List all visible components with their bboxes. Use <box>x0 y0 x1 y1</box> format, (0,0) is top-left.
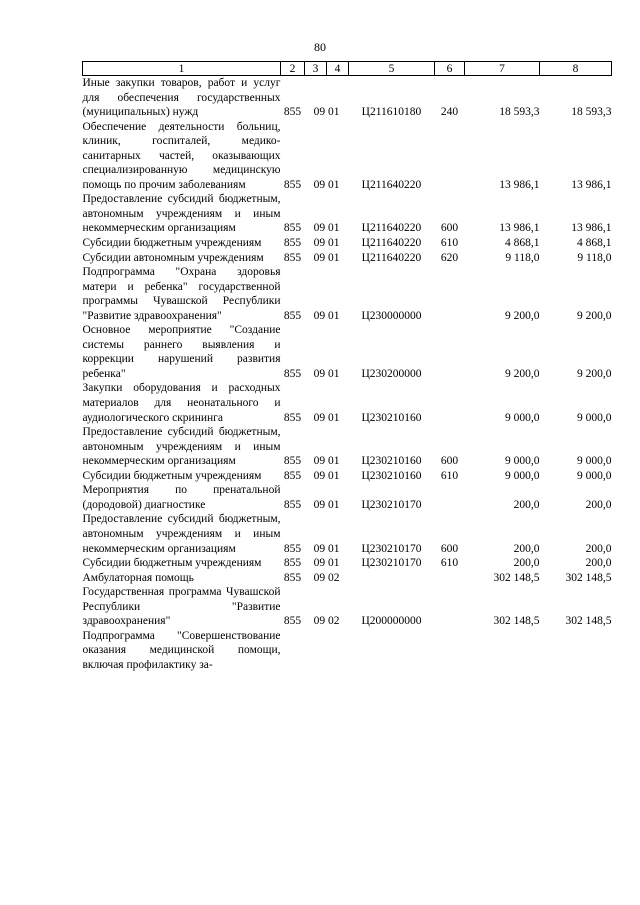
row-section-subsection: 09 01 <box>313 178 340 191</box>
row-expense-type <box>435 265 465 323</box>
row-code-ministry: 855 <box>283 222 302 235</box>
row-code-ministry: 855 <box>283 251 302 264</box>
row-amount-year2: 302 148,5 <box>565 615 612 628</box>
row-amount-year1: 9 000,0 <box>505 455 540 468</box>
row-section-subsection: 09 01 <box>313 557 340 570</box>
table-row <box>83 629 612 673</box>
column-header: 1 <box>83 62 281 76</box>
row-name: Предоставление субсидий бюджетным, автономным учреждениям и иным некоммерческим организациям <box>82 426 281 468</box>
row-code-ministry: 855 <box>283 106 302 119</box>
row-amount-year1: 13 986,1 <box>499 178 540 191</box>
row-amount-year1: 200,0 <box>513 557 540 570</box>
row-amount-year1: 13 986,1 <box>499 222 540 235</box>
row-section-subsection: 09 02 <box>313 571 340 584</box>
row-name: Закупки оборудования и расходных материалов для неонатального и аудиологического скрининга <box>82 382 281 424</box>
row-code-ministry: 855 <box>283 542 302 555</box>
column-number-header <box>83 62 612 76</box>
column-header: 3 <box>305 62 327 76</box>
row-code-ministry: 855 <box>283 498 302 511</box>
row-code-ministry: 855 <box>283 309 302 322</box>
row-name: Подпрограмма "Охрана здоровья матери и ребенка" государственной программы Чувашской Республики "Развитие здравоохранения" <box>82 266 281 322</box>
row-target-article: Ц211640220 <box>361 251 422 264</box>
row-amount-year2: 200,0 <box>585 557 612 570</box>
row-target-article: Ц230210160 <box>361 469 422 482</box>
row-expense-type <box>435 381 465 425</box>
row-amount-year2: 18 593,3 <box>571 106 612 119</box>
row-name: Субсидии автономным учреждениям <box>82 251 264 264</box>
row-name: Субсидии бюджетным учреждениям <box>82 469 262 482</box>
row-name: Государственная программа Чувашской Республики "Развитие здравоохранения" <box>82 586 281 628</box>
row-code-ministry: 855 <box>283 178 302 191</box>
row-section-subsection: 09 01 <box>313 222 340 235</box>
budget-table <box>82 61 612 672</box>
row-section-subsection: 09 02 <box>313 615 340 628</box>
row-amount-year2: 9 000,0 <box>577 455 612 468</box>
row-section-subsection: 09 01 <box>313 106 340 119</box>
column-header: 6 <box>435 62 465 76</box>
row-target-article: Ц230210170 <box>361 542 422 555</box>
row-amount-year1: 9 000,0 <box>505 469 540 482</box>
table-row <box>83 381 612 425</box>
row-amount-year1: 200,0 <box>513 542 540 555</box>
row-amount-year1: 18 593,3 <box>499 106 540 119</box>
column-header: 7 <box>465 62 540 76</box>
row-target-article: Ц230210160 <box>361 411 422 424</box>
row-expense-type: 600 <box>440 455 459 468</box>
row-code-ministry: 855 <box>283 411 302 424</box>
row-code-ministry: 855 <box>283 469 302 482</box>
row-amount-year1: 302 148,5 <box>493 571 540 584</box>
row-amount-year2: 9 000,0 <box>577 411 612 424</box>
row-amount-year2: 9 200,0 <box>577 309 612 322</box>
row-target-article <box>349 629 435 673</box>
column-header: 2 <box>281 62 305 76</box>
table-row <box>83 585 612 629</box>
row-name: Мероприятия по пренатальной (дородовой) диагностике <box>82 484 281 511</box>
row-expense-type: 610 <box>440 557 459 570</box>
column-header: 4 <box>327 62 349 76</box>
row-amount-year1: 9 200,0 <box>505 367 540 380</box>
row-target-article: Ц230200000 <box>361 367 422 380</box>
row-section-subsection: 09 01 <box>313 411 340 424</box>
table-row <box>83 512 612 556</box>
row-expense-type <box>435 323 465 381</box>
row-amount-year2 <box>540 629 612 673</box>
row-name: Подпрограмма "Совершенствование оказания медицинской помощи, включая профилактику за- <box>82 629 281 671</box>
table-row <box>83 251 612 266</box>
table-row <box>83 323 612 381</box>
table-row <box>83 425 612 469</box>
row-expense-type <box>435 120 465 193</box>
row-amount-year1: 9 200,0 <box>505 309 540 322</box>
page-number: 80 <box>314 40 326 54</box>
row-target-article: Ц211640220 <box>361 178 422 191</box>
column-header: 5 <box>349 62 435 76</box>
row-name: Субсидии бюджетным учреждениям <box>82 237 262 250</box>
row-section-subsection: 09 01 <box>313 469 340 482</box>
table-row <box>83 469 612 484</box>
row-amount-year2: 4 868,1 <box>577 237 612 250</box>
row-name: Амбулаторная помощь <box>82 571 194 584</box>
row-code-ministry: 855 <box>283 571 302 584</box>
row-section-subsection: 09 01 <box>313 498 340 511</box>
row-expense-type: 600 <box>440 542 459 555</box>
row-target-article: Ц211640220 <box>361 237 422 250</box>
row-name: Предоставление субсидий бюджетным, автономным учреждениям и иным некоммерческим организациям <box>82 193 281 235</box>
row-target-article: Ц211610180 <box>361 106 422 119</box>
row-expense-type: 610 <box>440 237 459 250</box>
row-target-article: Ц211640220 <box>361 222 422 235</box>
row-name: Предоставление субсидий бюджетным, автономным учреждениям и иным некоммерческим организациям <box>82 513 281 555</box>
row-amount-year1: 200,0 <box>513 498 540 511</box>
row-code-ministry <box>281 629 305 673</box>
row-amount-year2: 302 148,5 <box>565 571 612 584</box>
row-name: Субсидии бюджетным учреждениям <box>82 557 262 570</box>
row-amount-year2: 13 986,1 <box>571 222 612 235</box>
row-target-article: Ц230210170 <box>361 557 422 570</box>
row-name: Иные закупки товаров, работ и услуг для обеспечения государственных (муниципальных) нужд <box>82 77 281 119</box>
row-section-subsection: 09 01 <box>313 251 340 264</box>
column-header: 8 <box>540 62 612 76</box>
row-section-subsection: 09 01 <box>313 309 340 322</box>
row-target-article <box>349 571 435 586</box>
row-amount-year2: 13 986,1 <box>571 178 612 191</box>
row-expense-type: 240 <box>440 106 459 119</box>
row-expense-type <box>435 629 465 673</box>
row-amount-year1 <box>465 629 540 673</box>
row-amount-year2: 200,0 <box>585 498 612 511</box>
row-target-article: Ц230210170 <box>361 498 422 511</box>
row-code-ministry: 855 <box>283 367 302 380</box>
table-row <box>83 556 612 571</box>
table-row <box>83 483 612 512</box>
row-amount-year2: 200,0 <box>585 542 612 555</box>
row-section-subsection: 09 01 <box>313 367 340 380</box>
row-code-ministry: 855 <box>283 557 302 570</box>
row-code-ministry: 855 <box>283 237 302 250</box>
row-section-subsection: 09 01 <box>313 455 340 468</box>
row-expense-type: 610 <box>440 469 459 482</box>
table-row <box>83 76 612 120</box>
row-target-article: Ц230210160 <box>361 455 422 468</box>
row-expense-type <box>435 571 465 586</box>
row-code-ministry: 855 <box>283 455 302 468</box>
row-expense-type: 600 <box>440 222 459 235</box>
table-row <box>83 120 612 193</box>
table-row <box>83 192 612 236</box>
row-amount-year1: 4 868,1 <box>505 237 540 250</box>
row-amount-year1: 302 148,5 <box>493 615 540 628</box>
row-amount-year2: 9 000,0 <box>577 469 612 482</box>
row-code-ministry: 855 <box>283 615 302 628</box>
row-expense-type <box>435 585 465 629</box>
row-section-subsection: 09 01 <box>313 542 340 555</box>
row-expense-type <box>435 483 465 512</box>
row-target-article: Ц230000000 <box>361 309 422 322</box>
row-amount-year2: 9 118,0 <box>577 251 612 264</box>
table-row <box>83 265 612 323</box>
row-target-article: Ц200000000 <box>361 615 422 628</box>
row-expense-type: 620 <box>440 251 459 264</box>
table-row <box>83 571 612 586</box>
row-amount-year1: 9 000,0 <box>505 411 540 424</box>
row-name: Обеспечение деятельности больниц, клиник, госпиталей, медико-санитарных частей, оказывающих специализированную медицинскую помощь по прочим заболеваниям <box>82 120 281 191</box>
table-row <box>83 236 612 251</box>
row-name: Основное мероприятие "Создание системы раннего выявления и коррекции нарушений развития ребенка" <box>82 324 281 380</box>
row-section-subsection: 09 01 <box>313 237 340 250</box>
row-amount-year2: 9 200,0 <box>577 367 612 380</box>
row-section-subsection <box>305 629 349 673</box>
row-amount-year1: 9 118,0 <box>505 251 540 264</box>
